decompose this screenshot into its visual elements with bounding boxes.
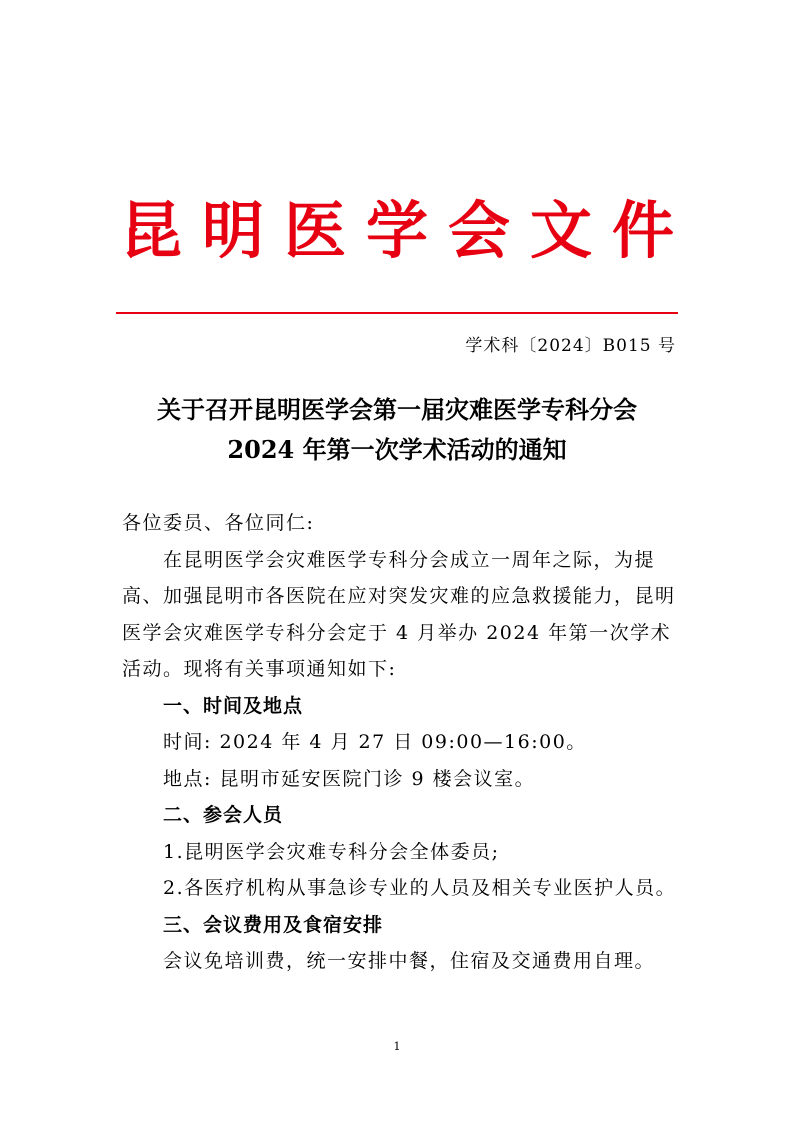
notice-title — [100, 390, 694, 470]
meeting-place: 地点: 昆明市延安医院门诊 9 楼会议室。 — [163, 767, 536, 790]
header-char: 件 — [611, 194, 674, 267]
attendee-item: 1.昆明医学会灾难专科分会全体委员; — [163, 840, 500, 863]
header-char: 昆 — [119, 194, 182, 267]
fees-paragraph: 会议免培训费，统一安排中餐，住宿及交通费用自理。 — [163, 950, 656, 972]
page-number: 1 — [393, 1040, 401, 1053]
section-heading-time-place: 一、时间及地点 — [163, 694, 304, 717]
attendee-item: 2.各医疗机构从事急诊专业的人员及相关专业医护人员。 — [163, 877, 677, 899]
header-char: 学 — [365, 194, 428, 267]
header-char: 明 — [201, 194, 264, 267]
header-char: 文 — [529, 194, 592, 267]
header-char: 会 — [447, 194, 510, 267]
intro-paragraph: 在昆明医学会灾难医学专科分会成立一周年之际，为提高、加强昆明市各医院在应对突发灾难的应急救援能力，昆明医学会灾难医学专科分会定于 4 月举办 2024 年第一次学术活动。现将有关事项通知如下: — [122, 548, 676, 680]
meeting-time: 时间: 2024 年 4 月 27 日 09:00—16:00。 — [163, 731, 587, 753]
notice-title-line-2: 2024 年第一次学术活动的通知 — [227, 435, 567, 464]
notice-body — [122, 505, 682, 980]
header-char: 医 — [283, 194, 346, 267]
salutation: 各位委员、各位同仁: — [122, 512, 315, 534]
section-heading-fees: 三、会议费用及食宿安排 — [163, 913, 384, 936]
notice-title-line-1: 关于召开昆明医学会第一届灾难医学专科分会 — [157, 395, 637, 424]
document-header-title — [116, 186, 678, 276]
section-heading-attendees: 二、参会人员 — [163, 804, 284, 826]
header-divider — [116, 312, 678, 314]
document-number: 学术科〔2024〕B015 号 — [465, 336, 676, 356]
